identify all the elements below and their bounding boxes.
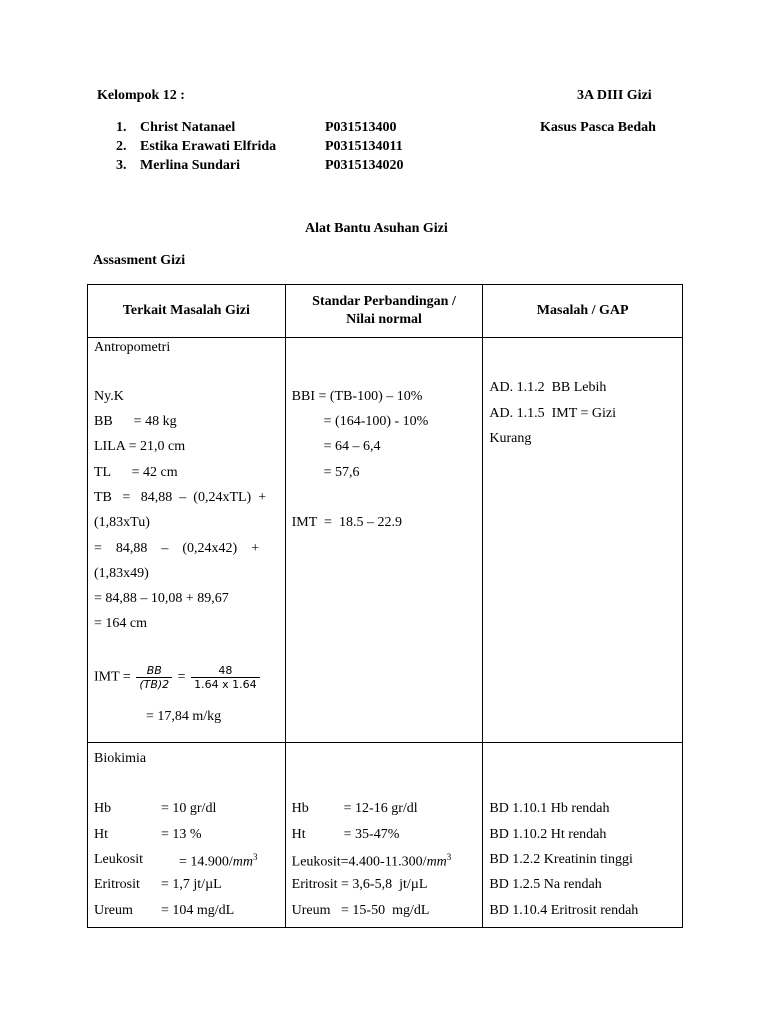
column-header: Terkait Masalah Gizi <box>88 285 286 338</box>
value-text: = 14.900/ <box>179 854 233 870</box>
cell-line: AD. 1.1.5 IMT = Gizi <box>489 406 616 421</box>
table-header-row <box>88 285 683 338</box>
row-label: Biokimia <box>94 751 147 766</box>
imt-prefix: IMT = <box>94 669 131 685</box>
class-label: 3A DIII Gizi <box>577 88 652 103</box>
table-row <box>88 338 683 743</box>
cell-line <box>292 852 452 871</box>
member-name: Merlina Sundari <box>140 158 240 173</box>
cell-line: LILA = 21,0 cm <box>94 439 186 454</box>
cell-line: (1,83xTu) <box>94 515 150 530</box>
column-header-line: Standar Perbandingan / <box>312 294 456 309</box>
section-title: Assasment Gizi <box>93 253 186 268</box>
assessment-table <box>87 284 683 928</box>
member-no: 1. <box>116 120 127 135</box>
cell-value: = 13 % <box>161 827 202 842</box>
unit-text: mm <box>232 854 254 870</box>
cell-value: = 104 mg/dL <box>161 903 235 918</box>
problem-cell <box>483 338 682 742</box>
cell-line: IMT = 18.5 – 22.9 <box>291 515 402 530</box>
imt-result: = 17,84 m/kg <box>146 709 222 724</box>
fraction <box>136 664 172 691</box>
member-nim: P0315134011 <box>325 139 403 154</box>
cell-line: Eritrosit <box>94 877 140 892</box>
member-name: Estika Erawati Elfrida <box>140 139 277 154</box>
cell-value: = 10 gr/dl <box>161 801 217 816</box>
cell-value: = 1,7 jt/µL <box>161 877 222 892</box>
cell-line: = 84,88 – (0,24x42) + <box>94 541 260 556</box>
imt-formula <box>94 664 262 691</box>
cell-line: Ureum <box>94 903 133 918</box>
cell-line: BD 1.2.5 Na rendah <box>489 877 602 892</box>
table-row <box>88 743 683 928</box>
cell-line: Ht <box>291 827 306 842</box>
biokimia-cell <box>88 743 285 927</box>
cell-line: TL = 42 cm <box>94 465 178 480</box>
cell-line: Hb <box>94 801 112 816</box>
cell-line: Ureum = 15-50 mg/dL <box>291 903 430 918</box>
cell-line: Ht <box>94 827 108 842</box>
cell-line: BD 1.2.2 Kreatinin tinggi <box>489 852 633 867</box>
fraction-numerator: 48 <box>191 664 260 678</box>
cell-line: = 164 cm <box>94 616 147 631</box>
cell-line: BD 1.10.4 Eritrosit rendah <box>489 903 639 918</box>
cell-line: BD 1.10.2 Ht rendah <box>489 827 607 842</box>
fraction <box>191 664 260 691</box>
cell-line: = (164-100) - 10% <box>323 414 429 429</box>
cell-line: TB = 84,88 – (0,24xTL) + <box>94 490 267 505</box>
cell-line: Ny.K <box>94 389 124 404</box>
fraction-numerator: BB <box>136 664 172 678</box>
page-title: Alat Bantu Asuhan Gizi <box>305 221 448 236</box>
cell-line: = 84,88 – 10,08 + 89,67 <box>94 591 229 606</box>
standard-cell <box>286 338 483 742</box>
cell-line: BB = 48 kg <box>94 414 177 429</box>
unit-exponent: 3 <box>253 852 258 862</box>
cell-line: (1,83x49) <box>94 566 149 581</box>
member-no: 3. <box>116 158 127 173</box>
unit-text: mm <box>426 854 447 870</box>
member-nim: P031513400 <box>325 120 397 135</box>
cell-value: = 12-16 gr/dl <box>343 801 418 816</box>
antropometri-cell <box>88 338 285 742</box>
fraction-denominator: 1.64 x 1.64 <box>194 678 257 691</box>
group-label: Kelompok 12 : <box>97 88 185 103</box>
cell-line: = 57,6 <box>323 465 360 480</box>
equals-sign: = <box>177 669 186 685</box>
cell-line: BD 1.10.1 Hb rendah <box>489 801 610 816</box>
cell-line: Leukosit <box>94 852 143 867</box>
biokimia-standard-cell <box>286 743 483 927</box>
cell-line: Eritrosit = 3,6-5,8 jt/µL <box>291 877 428 892</box>
member-nim: P0315134020 <box>325 158 404 173</box>
member-name: Christ Natanael <box>140 120 236 135</box>
case-label: Kasus Pasca Bedah <box>540 120 656 135</box>
cell-line: BBI = (TB-100) – 10% <box>291 389 423 404</box>
unit-exponent: 3 <box>446 852 452 862</box>
cell-value <box>179 852 258 871</box>
column-header-line: Nilai normal <box>346 312 422 327</box>
row-label: Antropometri <box>94 340 171 355</box>
cell-line: AD. 1.1.2 BB Lebih <box>489 380 607 395</box>
member-no: 2. <box>116 139 127 154</box>
cell-line: = 64 – 6,4 <box>323 439 381 454</box>
column-header: Masalah / GAP <box>483 285 683 338</box>
fraction-denominator: (TB)2 <box>139 678 170 691</box>
cell-line: Hb <box>291 801 309 816</box>
cell-value: = 35-47% <box>343 827 400 842</box>
cell-line: Kurang <box>489 431 532 446</box>
biokimia-problem-cell <box>483 743 682 927</box>
value-text: Leukosit=4.400-11.300/ <box>291 854 427 870</box>
column-header <box>285 285 483 338</box>
